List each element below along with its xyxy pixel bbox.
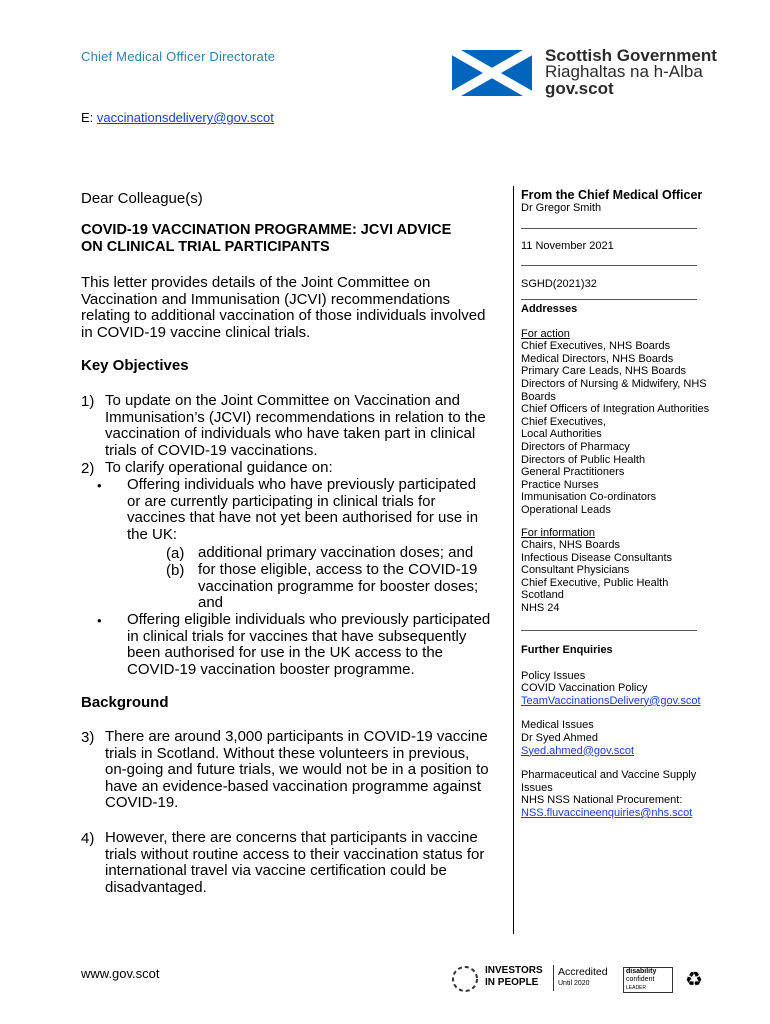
for-action-label: For action <box>521 327 570 340</box>
pharma-email-link[interactable]: NSS.fluvaccineenquiries@nhs.scot <box>521 806 693 819</box>
letter-title-line: ON CLINICAL TRIAL PARTICIPANTS <box>81 239 330 255</box>
policy-email-link[interactable]: TeamVaccinationsDelivery@gov.scot <box>521 694 701 707</box>
dc-line: LEADER <box>626 985 647 991</box>
bullet-line: been authorised for use in the UK access to the <box>127 644 444 661</box>
footer-website-link[interactable]: www.gov.scot <box>81 966 160 981</box>
for-action-item: Chief Officers of Integration Authorities <box>521 403 710 416</box>
for-action-item: Primary Care Leads, NHS Boards <box>521 365 687 378</box>
accredited-until: Until 2020 <box>558 980 590 987</box>
paragraph-line: international travel via vaccine certification could be <box>105 862 447 879</box>
directorate-title: Chief Medical Officer Directorate <box>81 49 276 64</box>
sub-item-line: and <box>198 594 224 611</box>
for-information-item: Chairs, NHS Boards <box>521 539 621 552</box>
objective-number: 1) <box>81 393 95 410</box>
policy-label: Policy Issues <box>521 669 586 682</box>
contact-email-link[interactable]: vaccinationsdelivery@gov.scot <box>96 110 274 125</box>
enquiries-section <box>521 644 721 820</box>
objective-number: 2) <box>81 460 95 477</box>
greeting: Dear Colleague(s) <box>81 190 203 207</box>
intro-line: in COVID-19 vaccine clinical trials. <box>81 323 311 341</box>
paragraph-3-text <box>105 729 500 812</box>
for-information-item: Scotland <box>521 589 564 602</box>
sidebar-rule <box>521 630 697 631</box>
footer-accreditation-logos <box>449 963 749 997</box>
policy-team: COVID Vaccination Policy <box>521 682 648 695</box>
objective-2-text: To clarify operational guidance on: <box>105 459 333 476</box>
for-action-item: Medical Directors, NHS Boards <box>521 352 674 365</box>
objective-1-text <box>105 393 500 459</box>
pharma-label: Pharmaceutical and Vaccine Supply <box>521 769 697 782</box>
accredited-text <box>558 967 608 989</box>
disability-confident-badge <box>623 967 673 993</box>
paragraph-4-text <box>105 830 500 896</box>
sidebar-rule <box>521 228 697 229</box>
logo-text-domain: gov.scot <box>545 79 614 98</box>
paragraph-line: However, there are concerns that participants in vaccine <box>105 829 478 846</box>
for-action-item: Chief Executives, <box>521 415 606 428</box>
bullet-line: Offering eligible individuals who previously participated <box>127 611 491 628</box>
for-information-label: For information <box>521 526 595 539</box>
logo-text-gaelic: Riaghaltas na h-Alba <box>545 62 703 81</box>
paragraph-line: have an evidence-based vaccination programme against <box>105 777 482 795</box>
from-heading: From the Chief Medical Officer <box>521 188 703 202</box>
for-action-item: Directors of Pharmacy <box>521 440 630 453</box>
bullet-line: vaccines that have not yet been authorised for use in <box>127 509 479 526</box>
objective-line: Immunisation’s (JCVI) recommendations in relation to the <box>105 408 486 426</box>
iip-line: IN PEOPLE <box>485 977 539 988</box>
medical-name: Dr Syed Ahmed <box>521 731 599 744</box>
paragraph-line: COVID-19. <box>105 794 179 811</box>
sub-item-b-text <box>198 562 498 612</box>
intro-line: relating to additional vaccination of those individuals involved <box>81 307 486 324</box>
saltire-flag-icon <box>452 50 532 96</box>
medical-email-link[interactable]: Syed.ahmed@gov.scot <box>521 744 635 757</box>
sub-item-a-text: additional primary vaccination doses; and <box>198 544 474 561</box>
paragraph-number: 3) <box>81 729 95 746</box>
letter-title <box>81 222 501 256</box>
logo-text-english: Scottish Government <box>545 46 717 65</box>
sidebar-rule <box>521 265 697 266</box>
bullet-line: COVID-19 vaccination booster programme. <box>127 660 415 678</box>
bullet-line: the UK: <box>127 525 178 543</box>
for-action-item: General Practitioners <box>521 466 625 479</box>
paragraph-line: trials in Scotland. Without these volunteers in previous, <box>105 744 470 762</box>
addresses-section <box>521 303 721 615</box>
pharma-label-cont: Issues <box>521 781 553 794</box>
intro-line: Vaccination and Immunisation (JCVI) recommendations <box>81 290 451 308</box>
letter-date: 11 November 2021 <box>521 240 614 252</box>
sidebar-divider <box>513 186 514 934</box>
paragraph-line: There are around 3,000 participants in COVID-19 vaccine <box>105 728 488 745</box>
bullet-line: or are currently participating in clinical trials for <box>127 492 436 510</box>
for-information-item: Chief Executive, Public Health <box>521 576 669 589</box>
bullet-line: in clinical trials for vaccines that have subsequently <box>127 627 467 645</box>
dc-line: disability <box>626 968 657 975</box>
for-action-item: Local Authorities <box>521 428 602 441</box>
for-action-item: Boards <box>521 390 556 403</box>
letter-reference: SGHD(2021)32 <box>521 278 597 290</box>
iip-line: INVESTORS <box>485 965 543 976</box>
key-objectives-heading: Key Objectives <box>81 357 189 374</box>
enquiries-heading: Further Enquiries <box>521 644 613 656</box>
investors-in-people-laurel-icon <box>449 963 481 995</box>
pharma-org: NHS NSS National Procurement: <box>521 794 683 807</box>
addresses-heading: Addresses <box>521 303 578 315</box>
for-information-item: Consultant Physicians <box>521 564 630 577</box>
sub-item-label: (a) <box>166 545 185 562</box>
email-label: E: <box>81 110 97 125</box>
sidebar-rule <box>521 299 697 300</box>
for-action-item: Immunisation Co-ordinators <box>521 491 657 504</box>
contact-email-line <box>81 110 274 125</box>
recycle-icon: ♻ <box>685 969 703 991</box>
logo-divider <box>553 965 554 991</box>
bullet-1-text <box>127 477 499 543</box>
scottish-government-logo[interactable] <box>452 46 722 98</box>
for-action-item: Operational Leads <box>521 503 611 516</box>
iip-text <box>485 965 543 989</box>
for-action-item: Directors of Nursing & Midwifery, NHS <box>521 377 707 390</box>
for-action-item: Practice Nurses <box>521 478 599 491</box>
background-heading: Background <box>81 694 169 711</box>
from-name: Dr Gregor Smith <box>521 201 602 214</box>
objective-line: vaccination of individuals who have taken part in clinical <box>105 425 476 442</box>
objective-line: To update on the Joint Committee on Vaccination and <box>105 392 460 409</box>
for-information-item: Infectious Disease Consultants <box>521 551 673 564</box>
bullet-icon: • <box>97 478 102 493</box>
sidebar-from <box>521 189 721 214</box>
paragraph-line: on-going and future trials, we would not be in a position to <box>105 761 489 778</box>
letter-title-line: COVID-19 VACCINATION PROGRAMME: JCVI ADVICE <box>81 222 452 238</box>
paragraph-line: trials without routine access to their vaccination status for <box>105 845 485 863</box>
intro-paragraph <box>81 275 501 341</box>
for-information-item: NHS 24 <box>521 602 560 615</box>
bullet-icon: • <box>97 613 102 628</box>
dc-line: confident <box>626 976 655 983</box>
sub-item-line: vaccination programme for booster doses; <box>198 577 479 595</box>
bullet-2-text <box>127 612 499 678</box>
paragraph-number: 4) <box>81 830 95 847</box>
bullet-line: Offering individuals who have previously participated <box>127 476 477 493</box>
for-action-item: Directors of Public Health <box>521 453 646 466</box>
for-action-item: Chief Executives, NHS Boards <box>521 340 671 353</box>
accredited-label: Accredited <box>558 966 608 978</box>
sub-item-line: for those eligible, access to the COVID-19 <box>198 561 478 578</box>
intro-line: This letter provides details of the Joint Committee on <box>81 274 431 291</box>
objective-line: trials of COVID-19 vaccinations. <box>105 441 318 459</box>
paragraph-line: disadvantaged. <box>105 878 207 896</box>
medical-label: Medical Issues <box>521 719 594 732</box>
sub-item-label: (b) <box>166 562 185 579</box>
